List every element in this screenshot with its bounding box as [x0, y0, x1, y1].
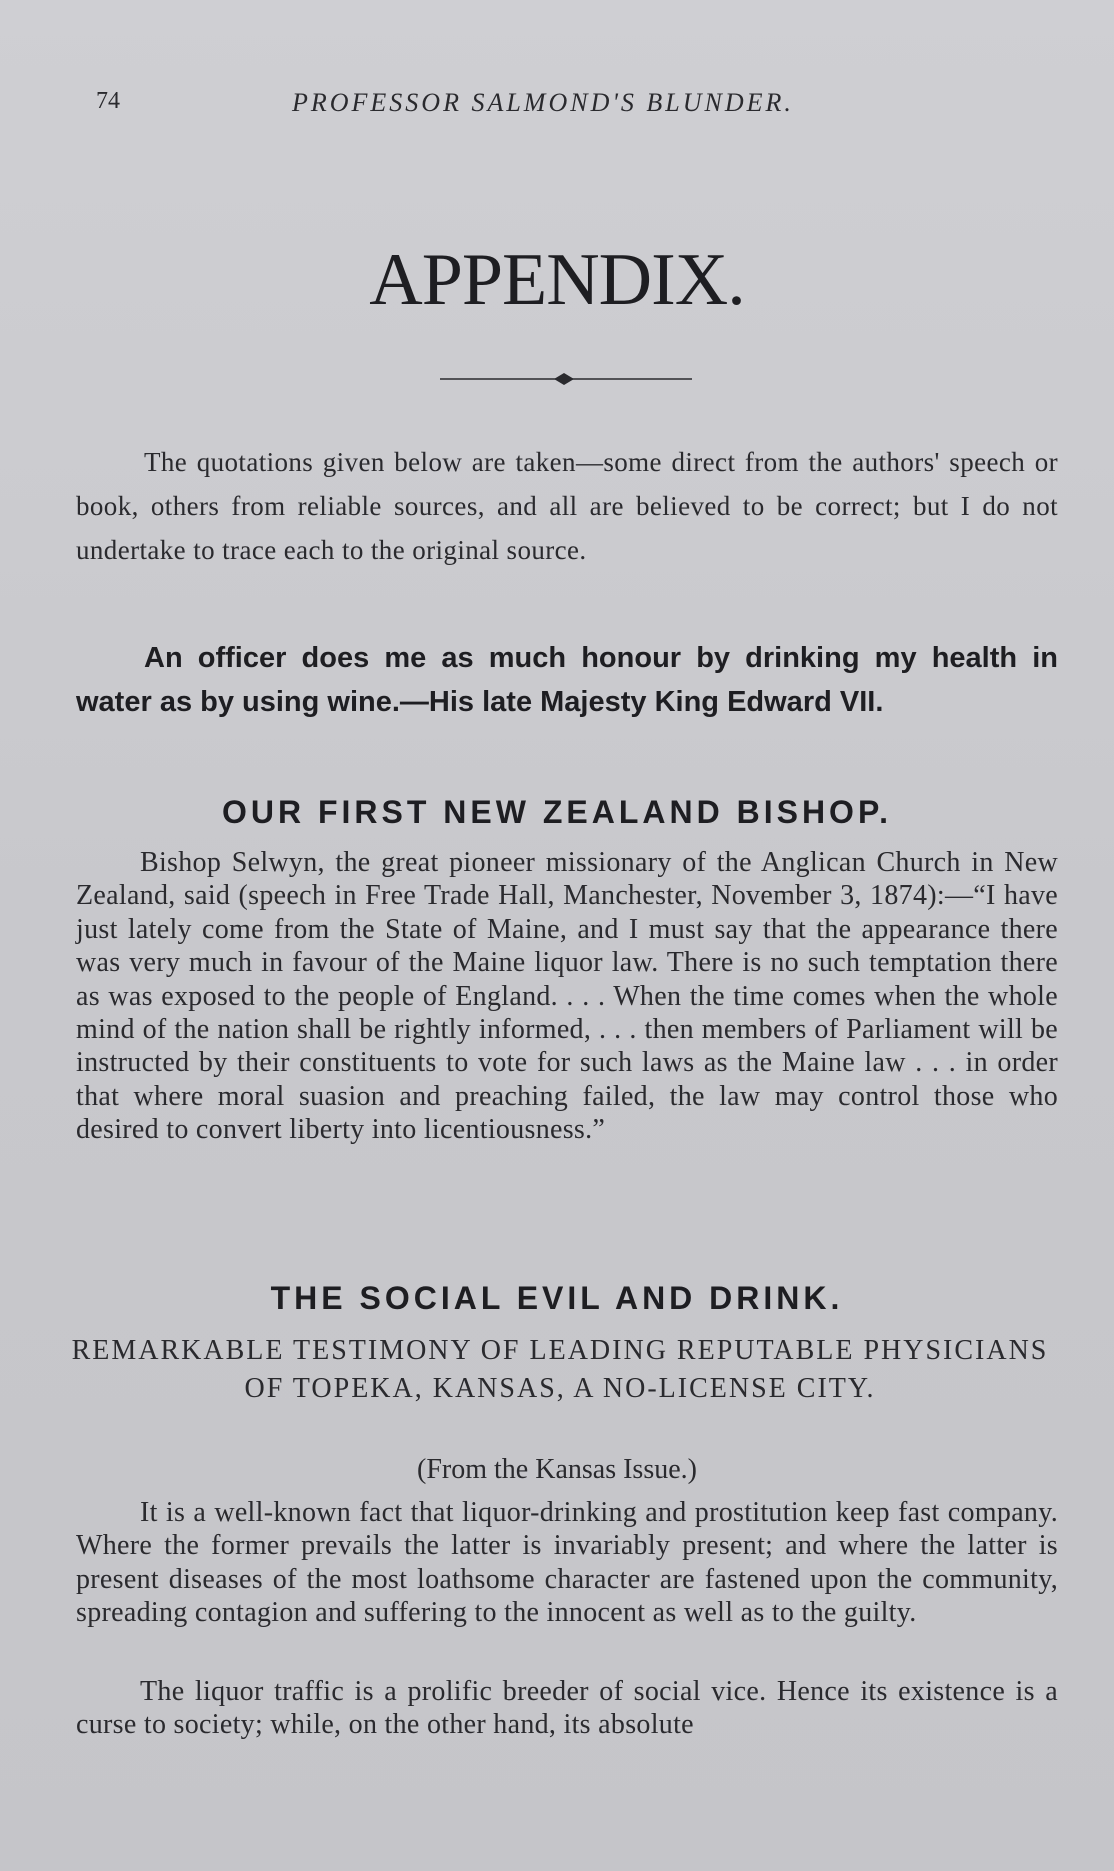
- section-subtitle: REMARKABLE TESTIMONY OF LEADING REPUTABLE PHYSICIANS OF TOPEKA, KANSAS, A NO-LICENSE CITY.: [71, 1335, 1049, 1404]
- page-number: 74: [96, 88, 120, 114]
- source-note: (From the Kansas Issue.): [417, 1454, 697, 1485]
- section-title-bishop: OUR FIRST NEW ZEALAND BISHOP.: [221, 794, 893, 830]
- section-title-social-evil: THE SOCIAL EVIL AND DRINK.: [270, 1280, 844, 1316]
- bishop-selwyn-paragraph: Bishop Selwyn, the great pioneer missionary of the Anglican Church in New Zealand, said (speech in Free Trade Hall, Manchester, November 3, 1874):—“I have just lately come from the State of Maine, and I must say that the appearance there was very much in favour of the Maine liquor law. There is no such temptation there as was exposed to the people of England. . . . When the time comes when the whole mind of the nation shall be rightly informed, . . . then members of Parliament will be instructed by their constituents to vote for such laws as the Maine law . . . in order that where moral suasion and preaching failed, the law may control those who desired to convert liberty into licentiousness.”: [76, 847, 1058, 1146]
- running-title: PROFESSOR SALMOND'S BLUNDER.: [292, 88, 794, 117]
- divider-ornament: [440, 372, 692, 386]
- intro-paragraph: The quotations given below are taken—some direct from the authors' speech or book, others from reliable sources, and all are believed to be correct; but I do not undertake to trace each to the original source.: [76, 447, 1058, 565]
- social-evil-paragraph-1: It is a well-known fact that liquor-drinking and prostitution keep fast company. Where the former prevails the latter is invariably present; and where the latter is present diseases of the most loathsome character are fastened upon the community, spreading contagion and suffering to the innocent as well as to the guilty.: [76, 1497, 1058, 1629]
- social-evil-paragraph-2: The liquor traffic is a prolific breeder of social vice. Hence its existence is a curse to society; while, on the other hand, its absolute: [76, 1676, 1058, 1741]
- page-title: APPENDIX.: [369, 239, 745, 321]
- king-edward-quote: An officer does me as much honour by drinking my health in water as by using wine.—His late Majesty King Edward VII.: [76, 642, 1058, 718]
